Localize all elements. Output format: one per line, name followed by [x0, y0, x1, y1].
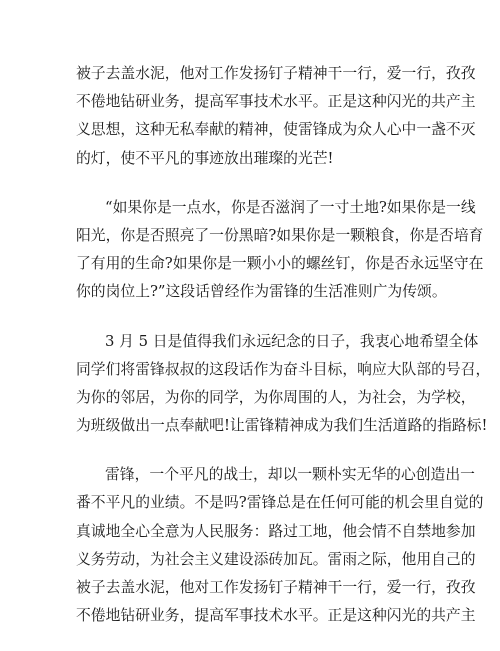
text-line: 真诚地全心全意为人民服务：路过工地，他会情不自禁地参加 [76, 522, 476, 540]
document-body [76, 60, 491, 651]
paragraph-4 [76, 461, 484, 630]
text-line: 的灯，使不平凡的事迹放出璀璨的光芒! [76, 149, 334, 167]
text-line: 你的岗位上?”这段话曾经作为雷锋的生活准则广为传颂。 [76, 283, 447, 301]
text-line: 义思想，这种无私奉献的精神，使雷锋成为众人心中一盏不灭 [76, 121, 476, 139]
text-line: 了有用的生命?如果你是一颗小小的螺丝钉，你是否永远坚守在 [76, 255, 484, 273]
text-line: 义务劳动，为社会主义建设添砖加瓦。雷雨之际，他用自己的 [76, 550, 476, 568]
text-line: 不倦地钻研业务，提高军事技术水平。正是这种闪光的共产主 [76, 93, 476, 111]
text-line: 3 月 5 日是值得我们永远纪念的日子，我衷心地希望全体 [105, 332, 479, 350]
text-line: 为班级做出一点奉献吧!让雷锋精神成为我们生活道路的指路标! [76, 417, 488, 435]
paragraph-3 [76, 328, 491, 441]
text-line: 不倦地钻研业务，提高军事技术水平。正是这种闪光的共产主 [76, 607, 476, 625]
text-line: 被子去盖水泥，他对工作发扬钉子精神干一行，爱一行，孜孜 [76, 579, 476, 596]
text-line: 番不平凡的业绩。不是吗?雷锋总是在任何可能的机会里自觉的 [76, 494, 484, 512]
paragraph-1 [76, 60, 476, 173]
text-line: 同学们将雷锋叔叔的这段话作为奋斗目标，响应大队部的号召， [76, 360, 491, 378]
text-line: 被子去盖水泥，他对工作发扬钉子精神干一行，爱一行，孜孜 [76, 65, 476, 82]
text-line: 为你的邻居，为你的同学，为你周围的人，为社会，为学校， [76, 388, 476, 406]
text-line: “如果你是一点水，你是否滋润了一寸土地?如果你是一线 [105, 198, 476, 216]
paragraph-2 [76, 194, 484, 307]
text-line: 雷锋，一个平凡的战士，却以一颗朴实无华的心创造出一 [105, 466, 475, 484]
text-line: 阳光，你是否照亮了一份黑暗?如果你是一颗粮食，你是否培育 [76, 226, 484, 244]
